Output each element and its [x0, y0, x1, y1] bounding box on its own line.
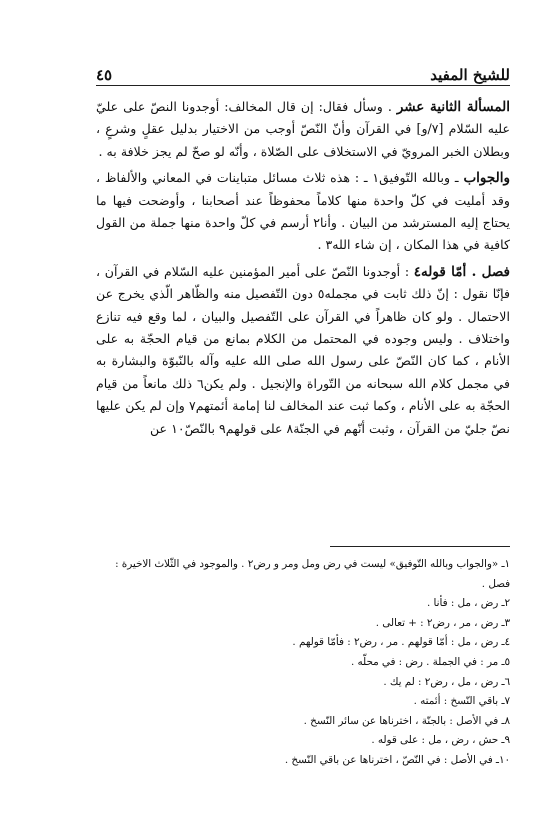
- paragraph-lead: فصل . أمّا قوله٤: [413, 263, 511, 280]
- footnote: ٤ـ رض ، مل : أمّا قولهم . مر ، رض٢ : فأمّا قولهم .: [292, 636, 510, 649]
- footnote: ٢ـ رض ، مل : فأنا .: [426, 597, 510, 610]
- paragraph-lead: والجواب: [463, 170, 510, 187]
- header-rule: [96, 85, 510, 86]
- page-header: [96, 62, 510, 84]
- paragraph-question: [96, 96, 510, 163]
- footnote: ٣ـ رض ، مر ، رض٢ : + تعالى .: [375, 616, 510, 629]
- footnote-separator: [330, 546, 510, 547]
- running-title: للشيخ المفيد: [430, 66, 510, 84]
- footnote: ٥ـ مر : في الجملة . رض : في محلّه .: [350, 655, 510, 668]
- footnote: ١٠ـ في الأصل : في النّصّ ، اخترناها عن باقي النّسخ .: [284, 753, 510, 766]
- page-number: ٤٥: [96, 66, 113, 84]
- paragraph-text: : أوجدونا النّصّ على أمير المؤمنين عليه السّلام في القرآن ، فإنّا نقول : إنّ ذلك ثابت في مجمله٥ دون التّفصيل منه والظّاهر الّذي يخرج عن الاحتمال . ولو كان ظاهراً في القرآن على التّفصيل والبيان ، لما وقع فيه تنازع واختلاف . وليس وجوده في المحتمل من الكلام بمانع من قيام الحجّة به على الأنام ، كما كان النّصّ على رسول الله صلى الله عليه وآله بالنّبوّة والبشارة به في مجمل كلام الله سبحانه من التّوراة والإنجيل . ولم يكن٦ ذلك مانعاً من قيام الحجّة به على الأنام ، وكما ثبت عند المخالف لنا إمامة أئمتهم٧ وإن لم يكن عليها نصّ جليّ من القرآن ، وثبت أنّهم في الجنّة٨ على قولهم٩ بالنّصّ١٠ عن: [96, 263, 511, 436]
- footnote: ٩ـ حش ، رض ، مل : على قوله .: [371, 734, 510, 747]
- footnote: ٦ـ رض ، مل ، رض٢ : لم يك .: [383, 675, 510, 688]
- footnotes: [96, 555, 510, 771]
- paragraph-section: [96, 261, 510, 440]
- footnote: ٨ـ في الأصل : بالجنّة ، اخترناها عن سائر النّسخ .: [303, 714, 510, 727]
- paragraph-answer: [96, 167, 510, 257]
- footnote: ٧ـ باقي النّسخ : أئمته .: [413, 695, 510, 708]
- footnote: ١ـ «والجواب وبالله التّوفيق» ليست في رض ومل ومر و رض٢ . والموجود في الثّلاث الاخيرة : فصل .: [115, 558, 510, 590]
- main-text: [96, 96, 510, 444]
- paragraph-text: . وسأل فقال: إن قال المخالف: أوجدونا النصّ على عليّ عليه السّلام [٧/و] في القرآن وأنّ النّصّ أوجب من الاختيار بدليل عقلٍ وشرعٍ ، وبطلان الخبر المرويّ في الاستخلاف على الصّلاة ، وأنّه لو صحّ لم يجز خلافة به .: [96, 99, 510, 159]
- paragraph-lead: المسألة الثانية عشر: [396, 99, 511, 115]
- paragraph-text: ـ وبالله التّوفيق١ ـ : هذه ثلاث مسائل متباينات في المعاني والألفاظ ، وقد أمليت في كلّ واحدة منها كلاماً محفوظاً عند أصحابنا ، وأوضحت فيها ما يحتاج إليه المسترشد من البيان . وأنا٢ أرسم في كلّ واحدة منها جملة من القول كافية في هذا المكان ، إن شاء الله٣ .: [96, 170, 510, 253]
